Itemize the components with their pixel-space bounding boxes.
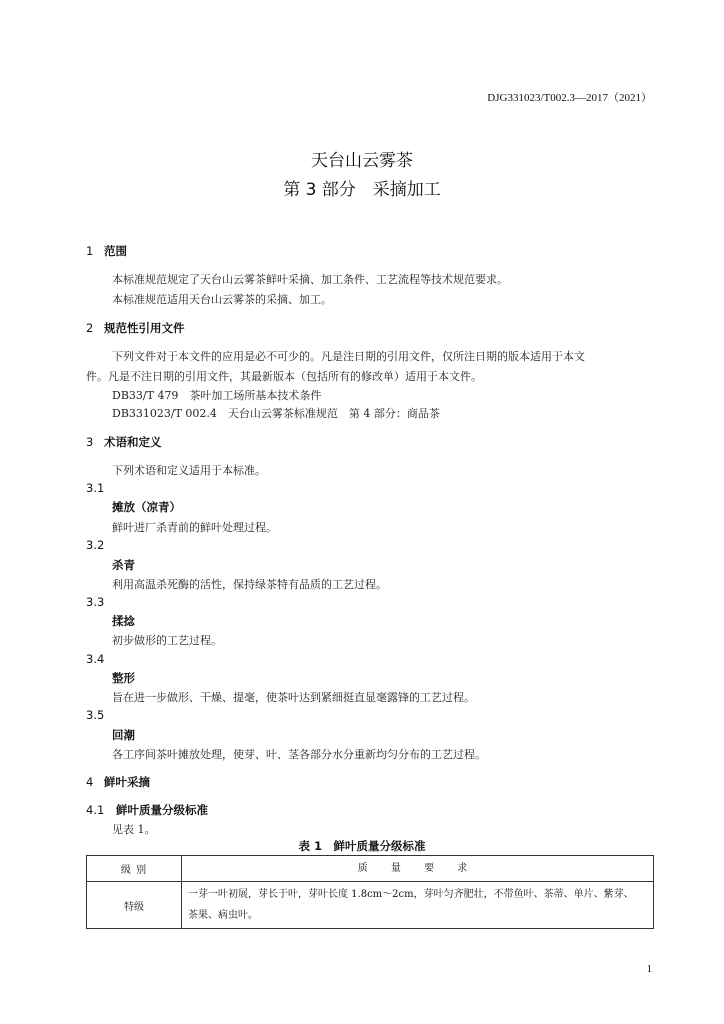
table-header-cell: 质 量 要 求 <box>182 856 654 882</box>
page-number: 1 <box>646 963 652 975</box>
paragraph: 本标准规范适用天台山云雾茶的采摘、加工。 <box>112 293 332 306</box>
term-name: 回潮 <box>112 728 135 742</box>
section-title: 范围 <box>104 244 127 258</box>
term-name: 整形 <box>112 671 135 685</box>
paragraph: 下列术语和定义适用于本标准。 <box>112 464 266 477</box>
table-row <box>87 882 654 929</box>
term-name: 揉捻 <box>112 614 135 628</box>
section-number: 3 <box>86 435 94 449</box>
table-caption: 表 1 鲜叶质量分级标准 <box>298 839 426 853</box>
paragraph: 件。凡是不注日期的引用文件，其最新版本（包括所有的修改单）适用于本文件。 <box>86 370 482 383</box>
requirement-line: 一芽一叶初展，芽长于叶，芽叶长度 1.8cm～2cm，芽叶匀齐肥壮，不带鱼叶、茶蒂、单片、紫芽、 <box>188 889 634 900</box>
section-number: 1 <box>86 244 94 258</box>
reference-item: DB331023/T 002.4 天台山云雾茶标准规范 第 4 部分：商品茶 <box>112 407 440 420</box>
subsection-4-1-heading <box>86 802 208 818</box>
requirement-cell <box>182 882 654 929</box>
subsection-title: 鲜叶质量分级标准 <box>116 803 208 817</box>
term-definition: 初步做形的工艺过程。 <box>112 634 222 647</box>
paragraph: 见表 1。 <box>112 823 156 836</box>
reference-item: DB33/T 479 茶叶加工场所基本技术条件 <box>112 389 322 402</box>
subsection-number: 4.1 <box>86 803 105 817</box>
term-definition: 各工序间茶叶摊放处理，使芽、叶、茎各部分水分重新均匀分布的工艺过程。 <box>112 748 486 761</box>
document-title: 天台山云雾茶 <box>311 151 413 171</box>
quality-grade-table <box>86 855 654 929</box>
term-definition: 利用高温杀死酶的活性，保持绿茶特有品质的工艺过程。 <box>112 578 387 591</box>
section-3-heading <box>86 434 162 450</box>
section-1-heading <box>86 243 127 259</box>
term-number: 3.1 <box>86 481 105 495</box>
document-part-title: 第 3 部分 采摘加工 <box>283 180 441 200</box>
term-number: 3.5 <box>86 708 105 722</box>
paragraph: 本标准规范规定了天台山云雾茶鲜叶采摘、加工条件、工艺流程等技术规范要求。 <box>112 273 508 286</box>
term-number: 3.3 <box>86 595 105 609</box>
section-title: 鲜叶采摘 <box>104 775 150 789</box>
table-header-cell: 级 别 <box>87 856 182 882</box>
section-title: 术语和定义 <box>104 435 162 449</box>
section-number: 2 <box>86 321 94 335</box>
grade-cell: 特级 <box>87 882 182 929</box>
term-definition: 鲜叶进厂杀青前的鲜叶处理过程。 <box>112 521 277 534</box>
term-name: 摊放（凉青） <box>112 500 181 514</box>
paragraph: 下列文件对于本文件的应用是必不可少的。凡是注日期的引用文件，仅所注日期的版本适用于本文 <box>112 350 585 363</box>
term-number: 3.2 <box>86 538 105 552</box>
section-number: 4 <box>86 775 94 789</box>
section-title: 规范性引用文件 <box>104 321 185 335</box>
section-2-heading <box>86 320 185 336</box>
term-name: 杀青 <box>112 558 135 572</box>
table-header-row <box>87 856 654 882</box>
requirement-line: 茶果、病虫叶。 <box>188 910 258 921</box>
term-definition: 旨在进一步做形、干燥、提毫，使茶叶达到紧细挺直显毫露锋的工艺过程。 <box>112 691 475 704</box>
section-4-heading <box>86 774 150 790</box>
standard-number: DJG331023/T002.3—2017（2021） <box>487 92 652 104</box>
term-number: 3.4 <box>86 652 105 666</box>
